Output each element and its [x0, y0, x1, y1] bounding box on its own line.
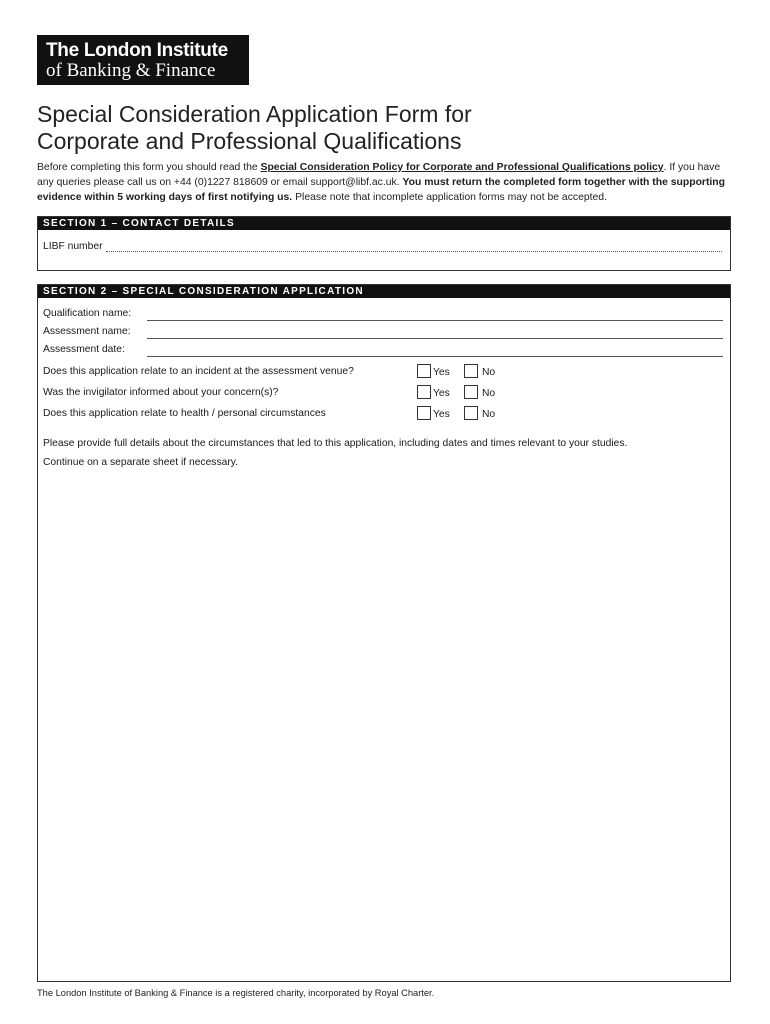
policy-link[interactable]: Special Consideration Policy for Corporate and Professional Qualifications policy: [260, 162, 664, 173]
no-label: No: [482, 367, 496, 378]
title-line-1: Special Consideration Application Form for: [37, 101, 472, 127]
yes-checkbox[interactable]: [417, 364, 431, 378]
libf-logo: [37, 35, 249, 85]
no-label: No: [482, 409, 496, 420]
intro-paragraph: [37, 160, 737, 205]
question-health-personal: [43, 406, 723, 422]
no-checkbox[interactable]: [464, 406, 478, 420]
assessment-name-row: [43, 326, 723, 340]
title-line-2: Corporate and Professional Qualifications: [37, 128, 462, 154]
assessment-name-field[interactable]: [147, 338, 723, 339]
details-line-2: Continue on a separate sheet if necessary.: [43, 456, 238, 468]
libf-number-row: [43, 241, 722, 252]
yes-label: Yes: [433, 388, 450, 399]
no-checkbox[interactable]: [464, 364, 478, 378]
section-special-consideration: [37, 284, 731, 982]
assessment-name-label: Assessment name:: [43, 326, 131, 337]
libf-number-field[interactable]: [106, 241, 722, 252]
question-invigilator-informed: [43, 385, 723, 401]
question-text: Does this application relate to an incident at the assessment venue?: [43, 366, 354, 377]
details-instructions: [43, 435, 713, 472]
assessment-date-label: Assessment date:: [43, 344, 125, 355]
page-title: [37, 101, 737, 155]
intro-before: Before completing this form you should read the: [37, 162, 261, 173]
intro-bold-notice: You must return the completed form together with the supporting evidence within 5 working days of first notifying us.: [37, 177, 725, 203]
yes-checkbox[interactable]: [417, 406, 431, 420]
details-line-1: Please provide full details about the circumstances that led to this application, including dates and times relevant to your studies.: [43, 438, 628, 449]
qualification-name-label: Qualification name:: [43, 308, 132, 319]
section-1-header: SECTION 1 – CONTACT DETAILS: [38, 217, 730, 230]
yes-checkbox[interactable]: [417, 385, 431, 399]
logo-line-1: The London Institute: [46, 40, 228, 61]
logo-line-2: of Banking & Finance: [46, 60, 216, 81]
section-contact-details: [37, 216, 731, 271]
no-checkbox[interactable]: [464, 385, 478, 399]
intro-end: Please note that incomplete application forms may not be accepted.: [292, 192, 607, 203]
question-text: Does this application relate to health / personal circumstances: [43, 408, 326, 419]
section-2-header: SECTION 2 – SPECIAL CONSIDERATION APPLICATION: [38, 285, 730, 298]
footer-charity-note: The London Institute of Banking & Finance is a registered charity, incorporated by Royal Charter.: [37, 988, 435, 998]
libf-number-label: LIBF number: [43, 241, 103, 252]
question-incident-venue: [43, 364, 723, 380]
yes-label: Yes: [433, 367, 450, 378]
no-label: No: [482, 388, 496, 399]
yes-label: Yes: [433, 409, 450, 420]
assessment-date-row: [43, 344, 723, 358]
question-text: Was the invigilator informed about your concern(s)?: [43, 387, 279, 398]
intro-after-link: . If you have any queries please call us on +44 (0)1227 818609 or email support@libf.ac.uk.: [37, 162, 721, 188]
qualification-name-field[interactable]: [147, 320, 723, 321]
qualification-name-row: [43, 308, 723, 322]
assessment-date-field[interactable]: [147, 356, 723, 357]
